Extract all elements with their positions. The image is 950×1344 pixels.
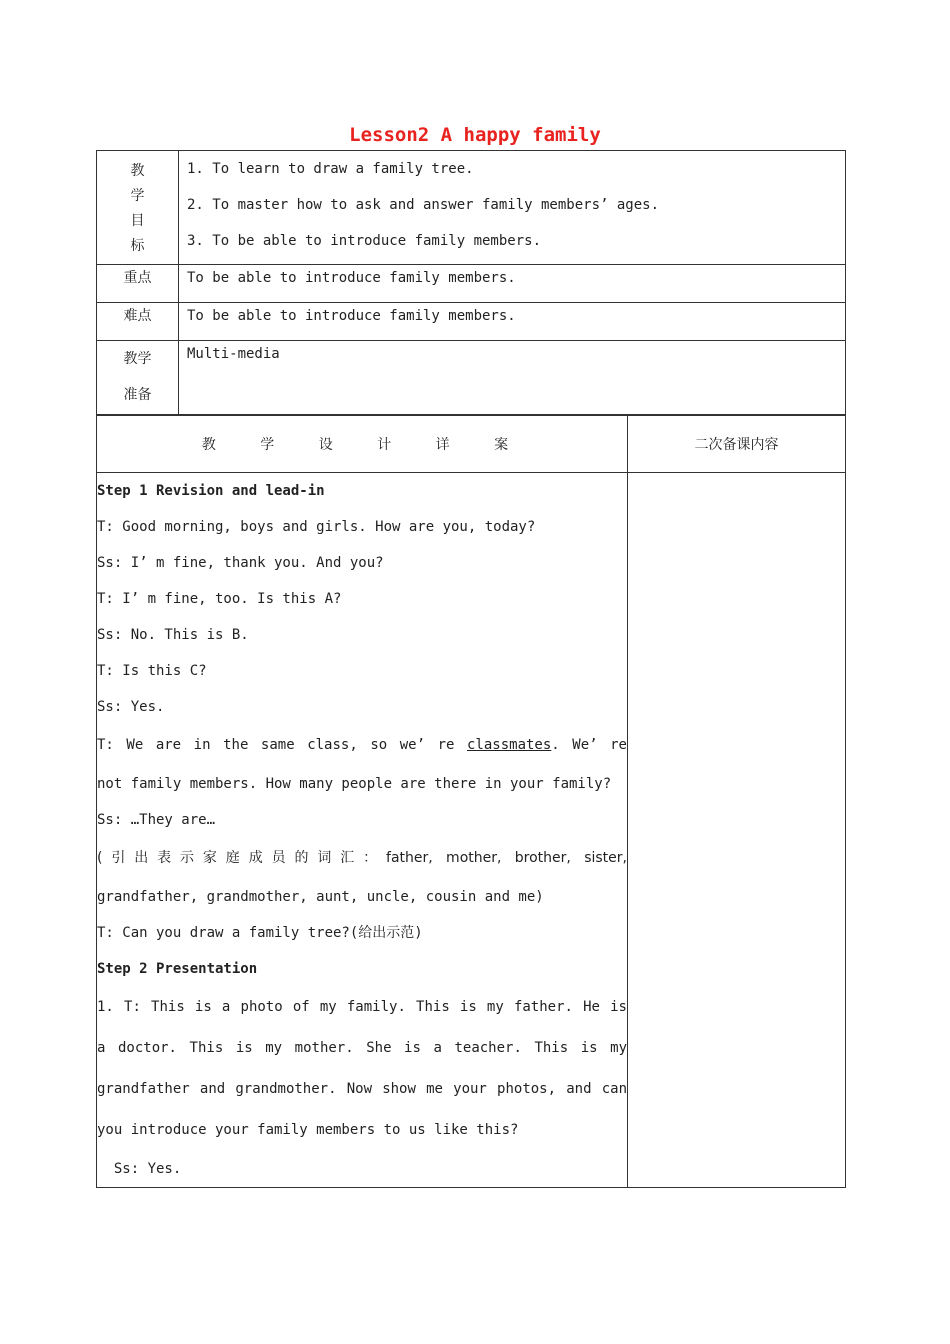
objectives-label-char: 学 xyxy=(130,188,145,204)
difficulty-text: To be able to introduce family members. xyxy=(187,308,516,324)
lesson-info-table xyxy=(96,150,846,415)
classmates-word: classmates xyxy=(467,737,552,753)
presentation-line: a doctor. This is my mother. She is a teacher. This is my xyxy=(97,1040,627,1056)
dialogue-line: not family members. How many people are there in your family? xyxy=(97,776,612,792)
objective-item: 2. To master how to ask and answer family members’ ages. xyxy=(187,197,660,213)
classmates-line xyxy=(97,725,627,766)
dialogue-line: Ss: Yes. xyxy=(97,1161,182,1177)
presentation-line: you introduce your family members to us like this? xyxy=(97,1122,519,1138)
design-header: 教 学 设 计 详 案 xyxy=(201,437,523,453)
difficulty-cell xyxy=(179,303,846,341)
presentation-line: 1. T: This is a photo of my family. This is my father. He is xyxy=(97,999,627,1015)
presentation-line: grandfather and grandmother. Now show me your photos, and can xyxy=(97,1081,627,1097)
preparation-label-line: 教学 xyxy=(123,351,152,367)
vocab-line: grandfather, grandmother, aunt, uncle, cousin and me) xyxy=(97,889,544,905)
key-point-text: To be able to introduce family members. xyxy=(187,270,516,286)
design-content-cell xyxy=(97,473,628,1188)
objectives-label xyxy=(97,151,179,265)
objectives-cell xyxy=(179,151,846,265)
difficulty-label-text: 难点 xyxy=(123,308,152,324)
dialogue-line: Ss: I’ m fine, thank you. And you? xyxy=(97,555,384,571)
classmates-post: . We’ re xyxy=(551,737,627,753)
secondary-content-cell xyxy=(628,473,846,1188)
objectives-label-char: 教 xyxy=(130,163,145,179)
design-header-cell xyxy=(97,416,628,473)
preparation-cell xyxy=(179,341,846,415)
objective-item: 3. To be able to introduce family members. xyxy=(187,233,542,249)
difficulty-label xyxy=(97,303,179,341)
secondary-header: 二次备课内容 xyxy=(694,437,779,453)
dialogue-line: Ss: …They are… xyxy=(97,812,216,828)
objectives-label-char: 目 xyxy=(130,213,145,229)
vocab-line: (引出表示家庭成员的词汇：father, mother, brother, sister, xyxy=(97,850,627,866)
preparation-label-line: 准备 xyxy=(123,387,152,403)
step1-title: Step 1 Revision and lead-in xyxy=(97,483,325,499)
dialogue-line: T: Can you draw a family tree?(给出示范) xyxy=(97,925,423,941)
preparation-label xyxy=(97,341,179,415)
key-point-label xyxy=(97,265,179,303)
lesson-design-table xyxy=(96,415,846,1188)
key-point-label-text: 重点 xyxy=(123,270,152,286)
page-title: Lesson2 A happy family xyxy=(349,124,601,146)
dialogue-line: T: Good morning, boys and girls. How are you, today? xyxy=(97,519,536,535)
dialogue-line: Ss: No. This is B. xyxy=(97,627,249,643)
objective-item: 1. To learn to draw a family tree. xyxy=(187,161,474,177)
step2-title: Step 2 Presentation xyxy=(97,961,258,977)
preparation-text: Multi-media xyxy=(187,346,280,362)
classmates-pre: T: We are in the same class, so we’ re xyxy=(97,737,467,753)
dialogue-line: T: Is this C? xyxy=(97,663,207,679)
objectives-label-char: 标 xyxy=(130,238,145,254)
dialogue-line: T: I’ m fine, too. Is this A? xyxy=(97,591,342,607)
key-point-cell xyxy=(179,265,846,303)
dialogue-line: Ss: Yes. xyxy=(97,699,165,715)
secondary-header-cell xyxy=(628,416,846,473)
